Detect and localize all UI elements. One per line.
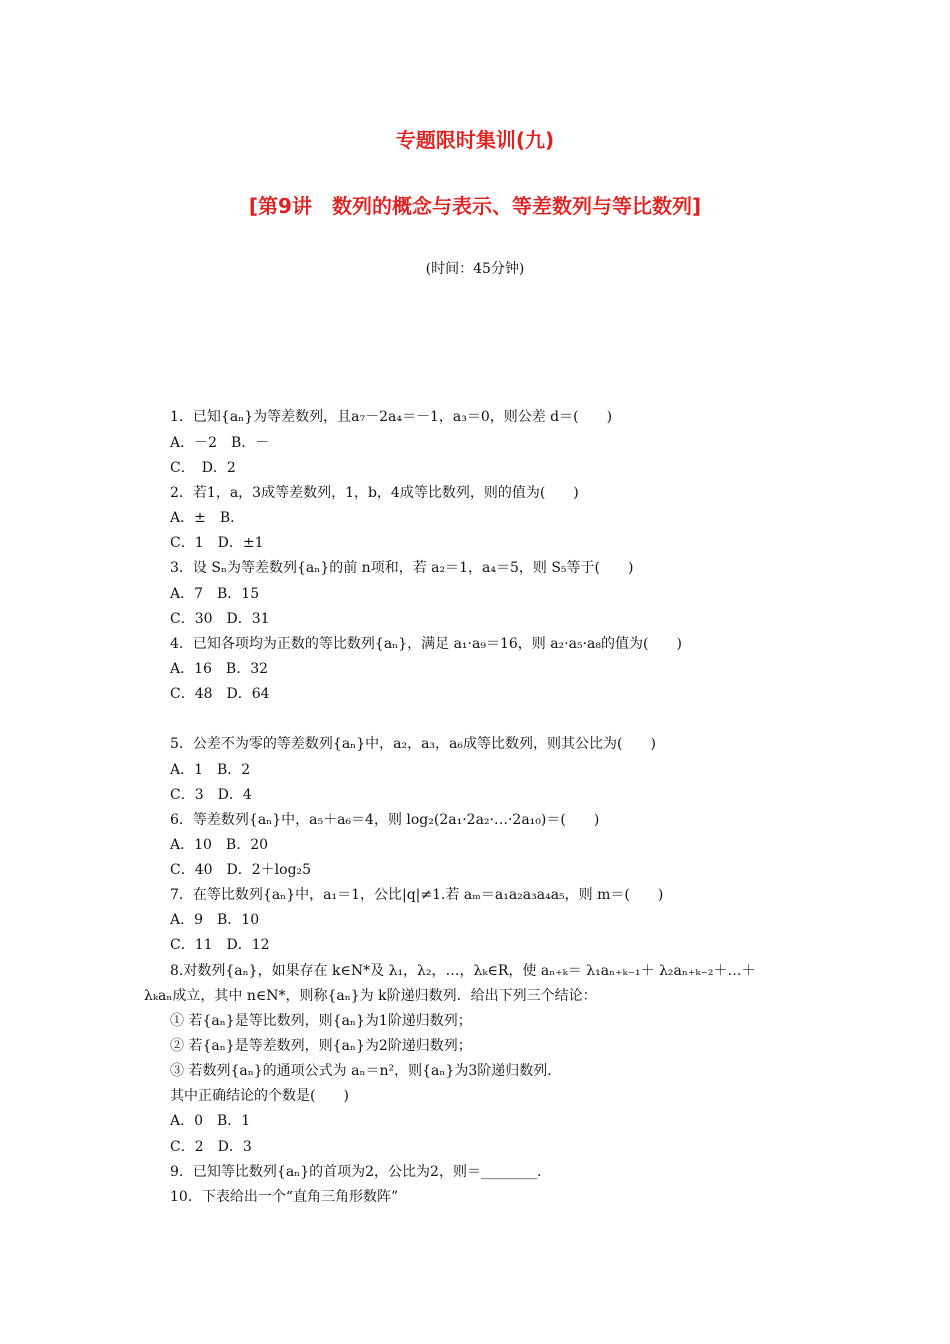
option-line: C．11 D．12 [170,937,270,953]
page-title: 专题限时集训(九) [395,128,555,152]
option-line: C．30 D．31 [170,611,270,627]
question-line: 8.对数列{aₙ}，如果存在 k∈N*及 λ₁，λ₂，…，λₖ∈R，使 aₙ₊ₖ＝ λ₁aₙ₊ₖ₋₁＋ λ₂aₙ₊ₖ₋₂＋…＋ [170,963,756,979]
question-line: 4．已知各项均为正数的等比数列{aₙ}，满足 a₁·a₉＝16，则 a₂·a₅·a₈的值为( ) [170,636,682,652]
option-line: A．7 B．15 [170,586,260,602]
question-line: λₖaₙ成立，其中 n∈N*，则称{aₙ}为 k阶递归数列．给出下列三个结论： [144,988,597,1004]
option-line: C．3 D．4 [170,787,252,803]
question-line: 6．等差数列{aₙ}中，a₅＋a₆＝4，则 log₂(2a₁·2a₂·…·2a₁₀)＝( ) [170,812,600,828]
option-line: A．9 B．10 [170,912,260,928]
option-line: C．2 D．3 [170,1139,252,1155]
statement-line: ② 若{aₙ}是等差数列，则{aₙ}为2阶递归数列； [170,1038,472,1054]
question-line: 10．下表给出一个“直角三角形数阵” [170,1189,399,1205]
question-line: 7．在等比数列{aₙ}中，a₁＝1，公比|q|≠1.若 aₘ＝a₁a₂a₃a₄a₅，则 m＝( ) [170,887,664,903]
option-line: C．1 D．±1 [170,535,264,551]
page-subtitle: [第9讲 数列的概念与表示、等差数列与等比数列] [248,194,702,218]
option-line: C．40 D．2＋log₂5 [170,862,312,878]
time-note: (时间：45分钟) [425,261,525,277]
option-line: C．48 D．64 [170,686,270,702]
question-line: 3．设 Sₙ为等差数列{aₙ}的前 n项和，若 a₂＝1，a₄＝5，则 S₅等于( ) [170,560,634,576]
option-line: A．0 B．1 [170,1113,251,1129]
question-line: 9．已知等比数列{aₙ}的首项为2，公比为2，则＝________． [170,1164,551,1180]
option-line: A．10 B．20 [170,837,269,853]
option-line: A．1 B．2 [170,762,251,778]
option-line: C． D．2 [170,460,236,476]
option-line: A．－2 B．－ [170,435,270,451]
statement-line: ③ 若数列{aₙ}的通项公式为 aₙ＝n²，则{aₙ}为3阶递归数列. [170,1063,552,1079]
option-line: A．16 B．32 [170,661,269,677]
option-line: A．± B. [170,510,235,526]
question-line: 其中正确结论的个数是( ) [170,1088,349,1104]
question-line: 1．已知{aₙ}为等差数列，且a₇－2a₄＝－1，a₃＝0，则公差 d＝( ) [170,409,613,425]
statement-line: ① 若{aₙ}是等比数列，则{aₙ}为1阶递归数列； [170,1013,472,1029]
question-line: 5．公差不为零的等差数列{aₙ}中，a₂，a₃，a₆成等比数列，则其公比为( ) [170,736,656,752]
question-line: 2．若1，a，3成等差数列，1，b，4成等比数列，则的值为( ) [170,485,579,501]
